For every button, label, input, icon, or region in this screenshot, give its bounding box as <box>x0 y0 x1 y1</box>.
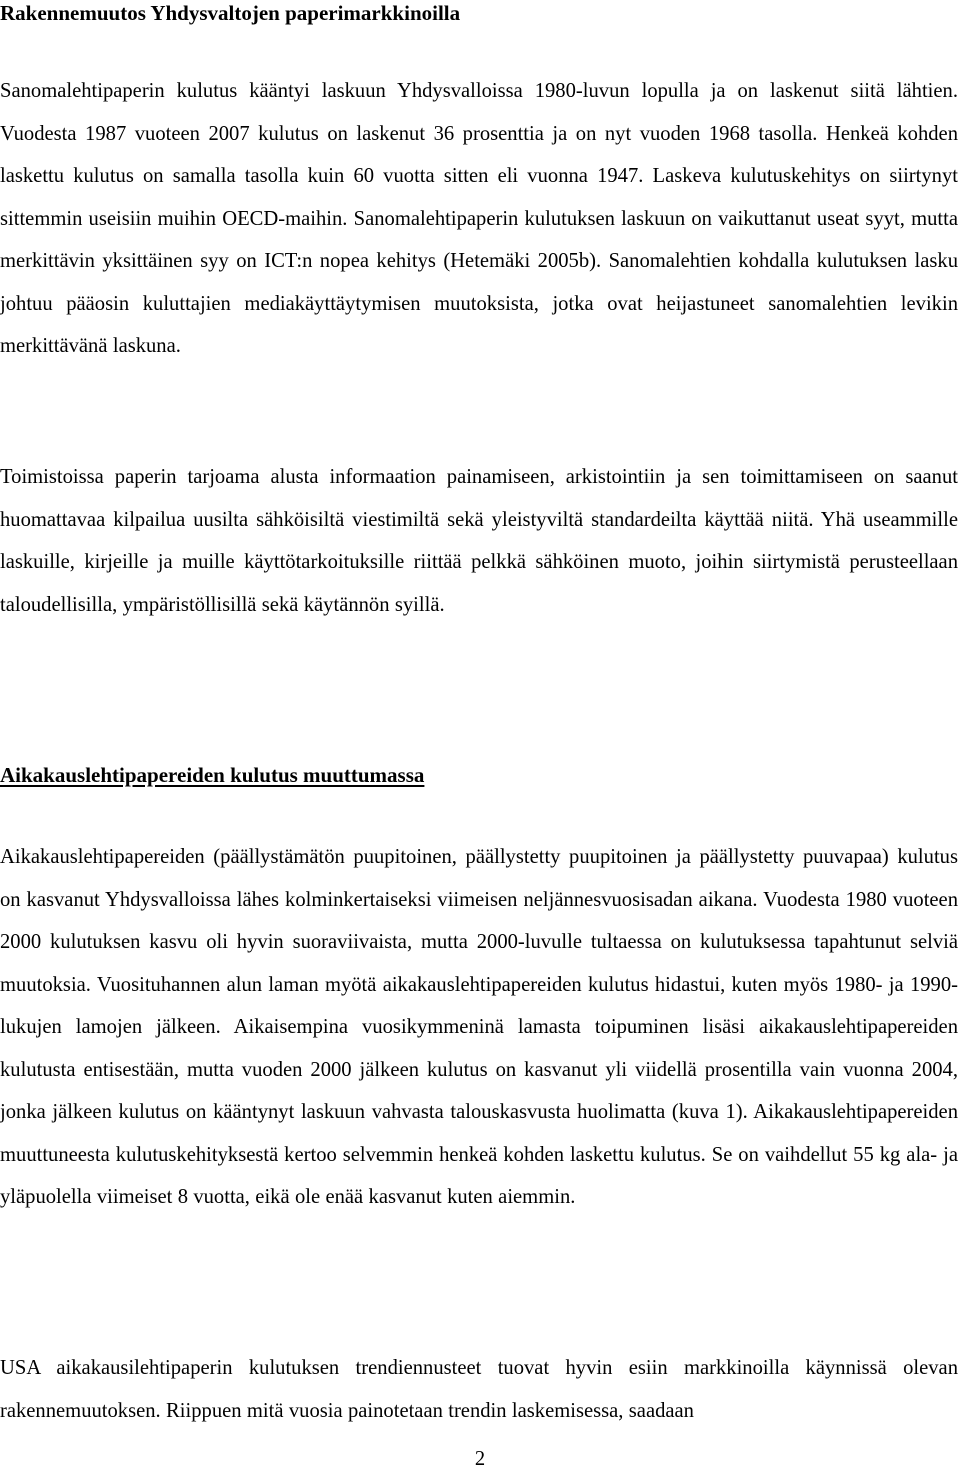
page-number: 2 <box>474 1448 486 1470</box>
section-title-magazine-paper-text: Aikakauslehtipapereiden kulutus muuttumassa <box>0 763 425 787</box>
paragraph-trend-forecasts: USA aikakausilehtipaperin kulutuksen trendiennusteet tuovat hyvin esiin markkinoilla käynnissä olevan rakennemuutoksen. Riippuen mitä vuosia painotetaan trendin laskemisessa, saadaan <box>0 1357 958 1422</box>
paragraph-magazine-paper-consumption: Aikakauslehtipapereiden (päällystämätön puupitoinen, päällystetty puupitoinen ja päällystetty puuvapaa) kulutus on kasvanut Yhdysvalloissa lähes kolminkertaiseksi viimeisen neljännesvuosisadan aikana. Vuodesta 1980 vuoteen 2000 kulutuksen kasvu oli hyvin suoraviivaista, mutta 2000-luvulle tultaessa on kulutuksessa tapahtunut selviä muutoksia. Vuosituhannen alun laman myötä aikakauslehtipapereiden kulutus hidastui, kuten myös 1980- ja 1990-lukujen lamojen jälkeen. Aikaisempina vuosikymmeninä lamasta toipuminen lisäsi aikakauslehtipapereiden kulutusta entisestään, mutta vuoden 2000 jälkeen kulutus on kasvanut yli viidellä prosentilla vain vuonna 2004, jonka jälkeen kulutus on kääntynyt laskuun vahvasta talouskasvusta huolimatta (kuva 1). Aikakauslehtipapereiden muuttuneesta kulutuskehityksestä kertoo selvemmin henkeä kohden laskettu kulutus. Se on vaihdellut 55 kg ala- ja yläpuolella viimeiset 8 vuotta, eikä ole enää kasvanut kuten aiemmin. <box>0 846 958 1208</box>
section-title-paper-markets: Rakennemuutos Yhdysvaltojen paperimarkkinoilla <box>0 1 461 25</box>
section-title-magazine-paper <box>0 762 958 788</box>
paragraph-newsprint-consumption: Sanomalehtipaperin kulutus kääntyi laskuun Yhdysvalloissa 1980-luvun lopulla ja on laskenut siitä lähtien. Vuodesta 1987 vuoteen 2007 kulutus on laskenut 36 prosenttia ja on nyt vuoden 1968 tasolla. Henkeä kohden laskettu kulutus on samalla tasolla kuin 60 vuotta sitten eli vuonna 1947. Laskeva kulutuskehitys on siirtynyt sittemmin useisiin muihin OECD-maihin. Sanomalehtipaperin kulutuksen laskuun on vaikuttanut useat syyt, mutta merkittävin yksittäinen syy on ICT:n nopea kehitys (Hetemäki 2005b). Sanomalehtien kohdalla kulutuksen lasku johtuu pääosin kuluttajien mediakäyttäytymisen muutoksista, jotka ovat heijastuneet sanomalehtien levikin merkittävänä laskuna. <box>0 80 958 357</box>
paragraph-office-paper: Toimistoissa paperin tarjoama alusta informaation painamiseen, arkistointiin ja sen toimittamiseen on saanut huomattavaa kilpailua uusilta sähköisiltä viestimiltä sekä yleistyviltä standardeilta käyttää niitä. Yhä useammille laskuille, kirjeille ja muille käyttötarkoituksille riittää pelkkä sähköinen muoto, joihin siirtymistä perusteellaan taloudellisilla, ympäristöllisillä sekä käytännön syillä. <box>0 466 958 616</box>
